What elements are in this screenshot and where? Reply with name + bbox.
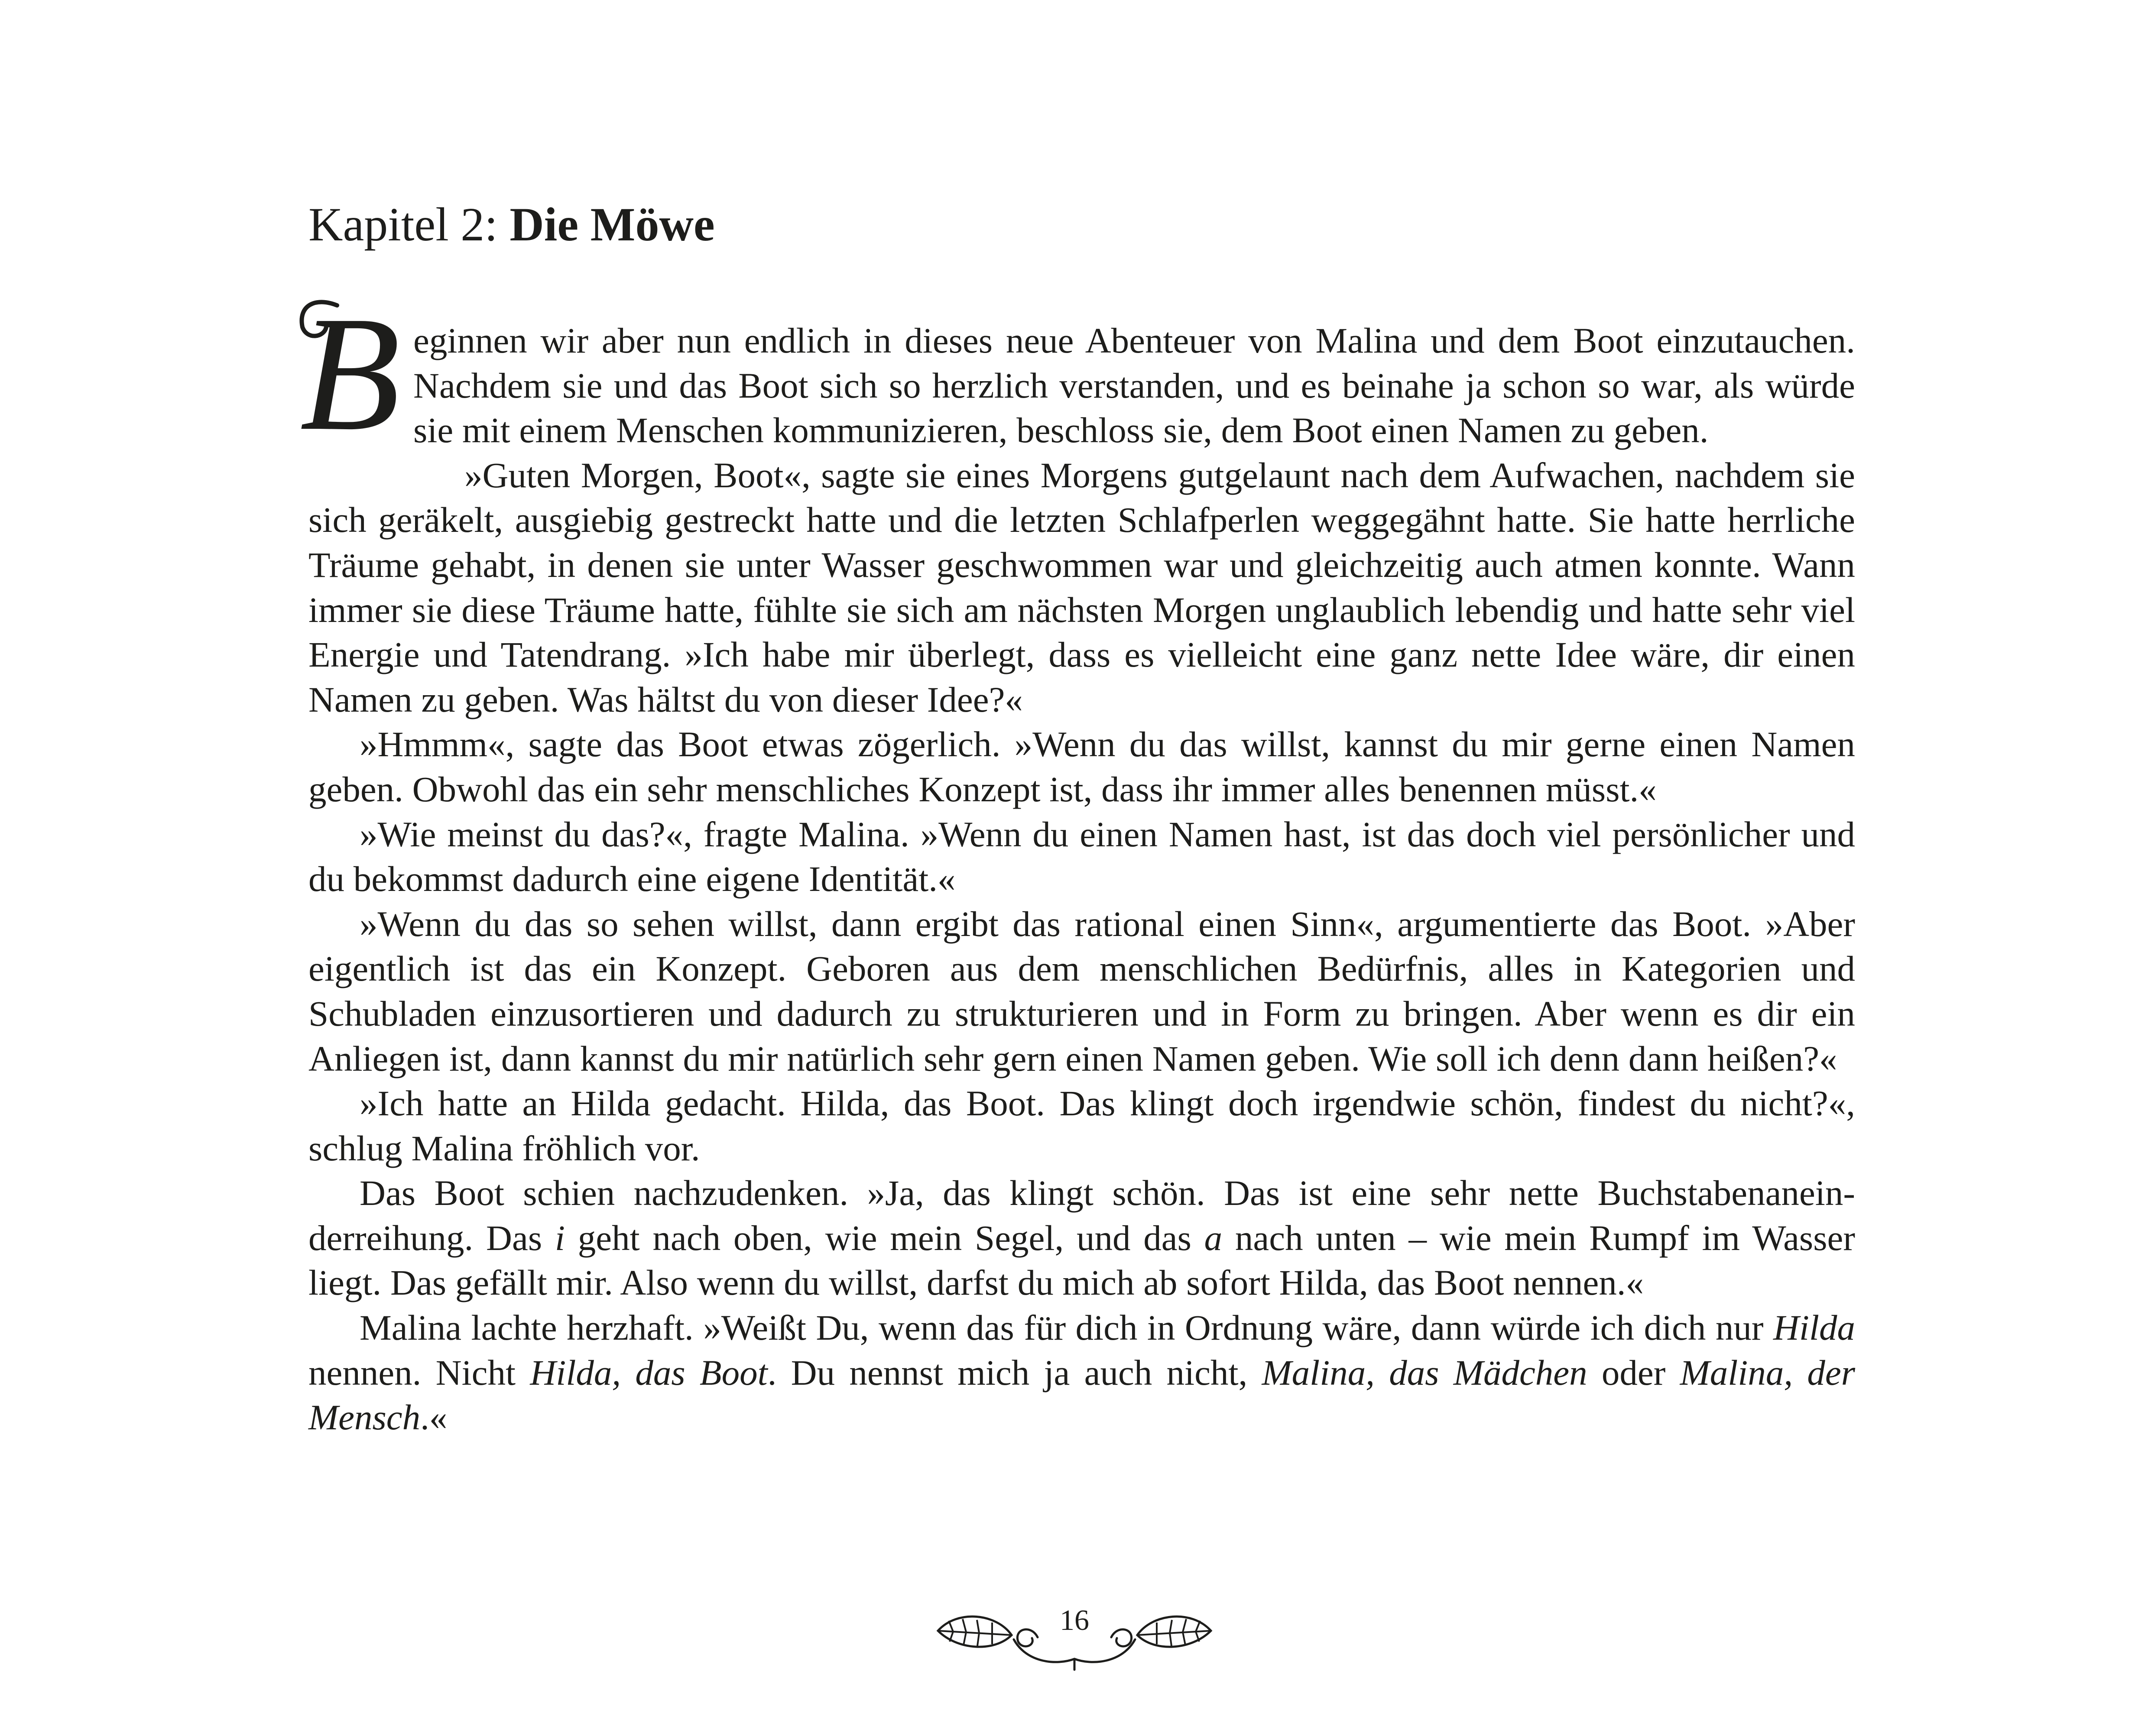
ornament-right-leaf bbox=[1137, 1616, 1211, 1647]
chapter-heading bbox=[308, 194, 715, 255]
chapter-body bbox=[308, 318, 1855, 1440]
chapter-title: Die Möwe bbox=[509, 198, 715, 251]
chapter-label: Kapitel 2: bbox=[308, 198, 498, 251]
drop-cap-letter: B bbox=[299, 288, 401, 448]
text-run: nennen. Nicht bbox=[308, 1352, 530, 1393]
page-number: 16 bbox=[1060, 1603, 1089, 1636]
italic-run: Malina, der Mensch bbox=[308, 1352, 1856, 1438]
text-run: nach unten – wie mein Rumpf im Wasser liegt. Das gefällt mir. Also wenn du willst, darfst du mich ab sofort Hilda, das Boot nennen.« bbox=[308, 1218, 1855, 1303]
text-run: oder bbox=[1587, 1352, 1680, 1393]
paragraph: »Guten Morgen, Boot«, sagte sie eines Morgens gutgelaunt nach dem Aufwachen, nachdem sie sich geräkelt, ausgiebig gestreckt hatte und die letzten Schlafperlen weggegähnt hatte. Sie hatte herrliche Träume gehabt, in denen sie unter Wasser geschwommen war und gleichzeitig auch atmen konnte. Wann immer sie diese Träume hatte, fühlte sie sich am nächsten Morgen unglaublich lebendig und hatte sehr viel Energie und Tatendrang. »Ich habe mir überlegt, dass es vielleicht eine ganz nette Idee wäre, dir einen Namen zu geben. Was hältst du von dieser Idee?« bbox=[308, 455, 1855, 719]
text-run: geht nach oben, wie mein Segel, und das bbox=[565, 1218, 1204, 1258]
text-run: Das Boot schien nachzudenken. »Ja, das klingt schön. Das ist eine sehr nette Buchstabenaneinderreihung. Das bbox=[308, 1173, 1855, 1258]
italic-run: Malina, das Mädchen bbox=[1262, 1352, 1587, 1393]
paragraph bbox=[308, 1171, 1855, 1305]
italic-run: Hilda bbox=[1773, 1308, 1855, 1348]
paragraph: »Hmmm«, sagte das Boot etwas zögerlich. »Wenn du das willst, kannst du mir gerne einen Namen geben. Obwohl das ein sehr menschliches Konzept ist, dass ihr immer alles benennen müsst.« bbox=[308, 724, 1855, 809]
text-run: . Du nennst mich ja auch nicht, bbox=[767, 1352, 1262, 1393]
drop-cap-space bbox=[308, 301, 413, 474]
italic-run: Hilda, das Boot bbox=[530, 1352, 768, 1393]
paragraph: »Wie meinst du das?«, fragte Malina. »Wenn du einen Namen hast, ist das doch viel persönlicher und du bekommst dadurch eine eigene Identität.« bbox=[308, 814, 1855, 899]
text-run: .« bbox=[420, 1397, 448, 1438]
italic-run: i bbox=[555, 1218, 565, 1258]
paragraph: »Wenn du das so sehen willst, dann ergibt das rational einen Sinn«, argumentierte das Boot. »Aber eigentlich ist das ein Konzept. Geboren aus dem menschlichen Bedürfnis, alles in Kategorien und Schubladen einzusortieren und dadurch zu strukturieren und in Form zu bringen. Aber wenn es dir ein Anliegen ist, dann kannst du mir natürlich sehr gern einen Namen geben. Wie soll ich denn dann heißen?« bbox=[308, 904, 1855, 1079]
paragraph bbox=[308, 318, 1855, 453]
text-run: Malina lachte herzhaft. »Weißt Du, wenn das für dich in Ordnung wäre, dann würde ich dich nur bbox=[360, 1308, 1773, 1348]
italic-run: a bbox=[1204, 1218, 1223, 1258]
paragraph-text: eginnen wir aber nun endlich in dieses neue Abenteuer von Malina und dem Boot einzutauchen. Nachdem sie und das Boot sich so herzlich verstanden, und es beinahe ja schon so war, als würde sie mit einem Menschen kommunizieren, beschloss sie, dem Boot einen Namen zu geben. bbox=[413, 321, 1855, 450]
paragraph bbox=[308, 1305, 1855, 1440]
paragraph: »Ich hatte an Hilda gedacht. Hilda, das Boot. Das klingt doch irgendwie schön, findest du nicht?«, schlug Malina fröhlich vor. bbox=[308, 1083, 1855, 1168]
ornament-left-leaf bbox=[938, 1616, 1012, 1647]
